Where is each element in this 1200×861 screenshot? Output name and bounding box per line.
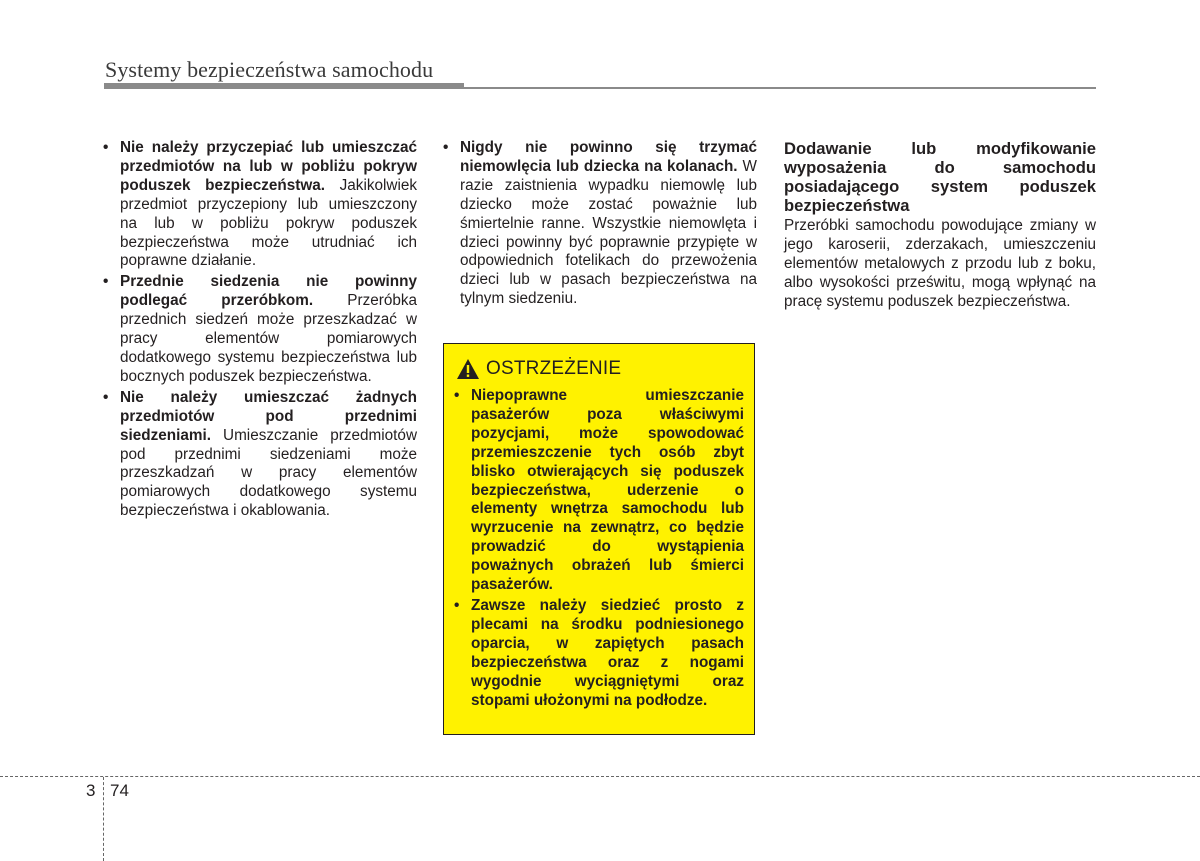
page-header-title: Systemy bezpieczeństwa samochodu [105, 57, 434, 82]
list-item-bold: Nigdy nie powinno się trzymać niemowlęcia lub dziecka na kolanach. [460, 139, 757, 175]
list-item [443, 139, 757, 309]
warning-item: • Zawsze należy siedzieć prosto z plecami na środku podniesionego oparcia, w zapiętych pasach bezpieczeństwa oraz z nogami wygodnie wyciągniętymi oraz stopami ułożonymi na podłodze. [454, 597, 744, 710]
section-heading: Dodawanie lub modyfikowanie wyposażenia do samochodu posiadającego system poduszek bezpieczeństwa [784, 139, 1096, 215]
column-3 [784, 139, 1096, 312]
footer-vertical-rule [103, 777, 104, 861]
list-item-text: Jakikolwiek przedmiot przyczepiony lub umieszczony na lub w pobliżu pokryw poduszek bezpieczeństwa może utrudniać ich poprawne działanie. [120, 176, 417, 270]
list-item [103, 139, 417, 271]
warning-list [454, 387, 744, 710]
warning-title: OSTRZEŻENIE [486, 358, 622, 379]
warning-item: • Niepoprawne umieszczanie pasażerów poza właściwymi pozycjami, może spowodować przemieszczenie tych osób zbyt blisko otwierających się poduszek bezpieczeństwa, uderzenie o elementy wnętrza samochodu lub wyrzucenie na zewnątrz, co będzie prowadzić do wystąpienia poważnych obrażeń lub śmierci pasażerów. [454, 387, 744, 595]
column-1-list [103, 139, 417, 521]
column-1 [103, 139, 417, 523]
header-rule-thin [464, 87, 1096, 89]
header-rule-thick [104, 83, 464, 89]
list-item-text: W razie zaistnienia wypadku niemowlę lub dziecko może zostać poważnie lub śmiertelnie ranne. Wszystkie niemowlęta i dzieci powinny być poprawnie przypięte w odpowiednich fotelikach do przewożenia dzieci lub w pasach bezpieczeństwa na tylnym siedzeniu. [460, 157, 757, 308]
list-item-text: Przeróbka przednich siedzeń może przeszkadzać w pracy elementów pomiarowych dodatkowego systemu bezpieczeństwa lub bocznych poduszek bezpieczeństwa. [120, 292, 417, 385]
list-item-text: Umieszczanie przedmiotów pod przednimi siedzeniami może przeszkadzań w pracy elementów pomiarowych dodatkowego systemu bezpieczeństwa i okablowania. [120, 426, 417, 520]
column-2-list [443, 139, 757, 309]
warning-triangle-icon [456, 358, 480, 380]
column-2 [443, 139, 757, 311]
section-body: Przeróbki samochodu powodujące zmiany w jego karoserii, zderzakach, umieszczeniu elementów metalowych z przodu lub z boku, albo wysokości prześwitu, mogą wpłynąć na pracę systemu poduszek bezpieczeństwa. [784, 217, 1096, 310]
list-item-bold: Nie należy przyczepiać lub umieszczać przedmiotów na lub w pobliżu pokryw poduszek bezpieczeństwa. [120, 139, 417, 194]
list-item [103, 273, 417, 386]
chapter-number: 3 [86, 781, 96, 800]
warning-title-row [454, 358, 744, 380]
list-item-bold: Nie należy umieszczać żadnych przedmiotów pod przednimi siedzeniami. [120, 388, 417, 444]
footer-rule [0, 776, 1200, 777]
page-number: 74 [110, 781, 129, 800]
warning-box [443, 343, 755, 735]
list-item-bold: Przednie siedzenia nie powinny podlegać przeróbkom. [120, 273, 417, 310]
list-item [103, 389, 417, 521]
